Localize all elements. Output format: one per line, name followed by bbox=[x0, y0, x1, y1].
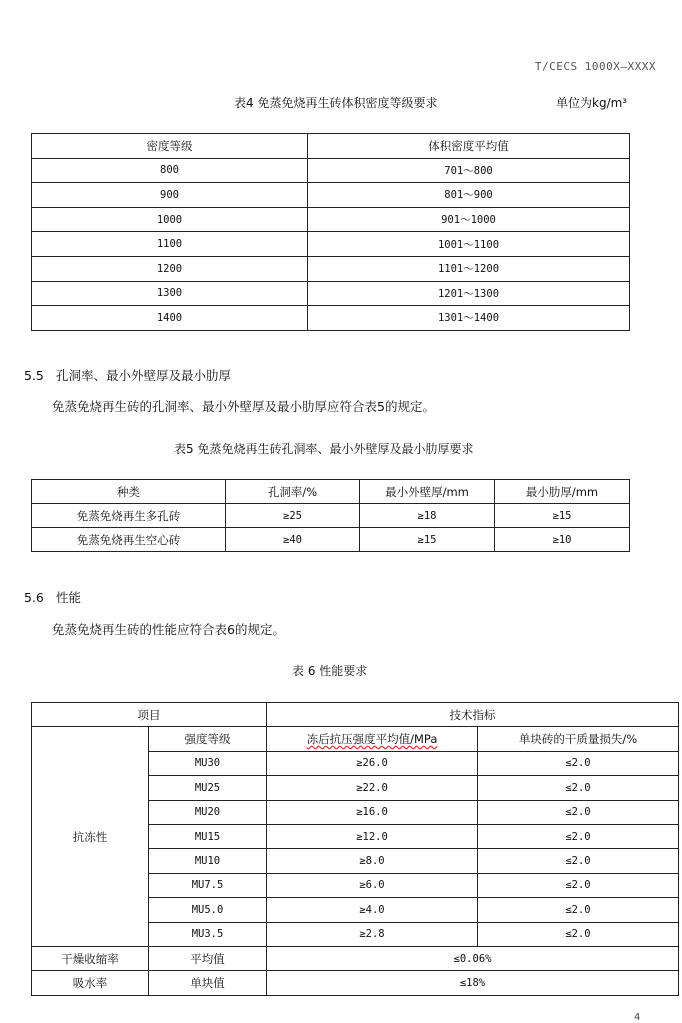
section-number: 5.6 bbox=[24, 590, 44, 605]
table-cell: 800 bbox=[32, 158, 308, 183]
column-header: 最小肋厚/mm bbox=[495, 480, 630, 504]
table-cell: ≤18% bbox=[267, 971, 679, 995]
table-cell: 1400 bbox=[32, 306, 308, 331]
table-cell: ≤2.0 bbox=[478, 922, 679, 946]
column-header: 孔洞率/% bbox=[226, 480, 360, 504]
table-cell: ≥10 bbox=[495, 528, 630, 552]
table-cell: ≤0.06% bbox=[267, 946, 679, 970]
section-5-6-paragraph: 免蒸免烧再生砖的性能应符合表6的规定。 bbox=[52, 622, 285, 637]
table-cell: ≥16.0 bbox=[267, 800, 478, 824]
strength-header-text: 冻后抗压强度平均值/MPa bbox=[306, 732, 438, 747]
water-absorption-label: 吸水率 bbox=[32, 971, 149, 995]
table-row bbox=[32, 504, 630, 528]
table-header-row bbox=[32, 134, 630, 159]
table-header-row bbox=[32, 703, 679, 727]
column-header: 最小外壁厚/mm bbox=[360, 480, 495, 504]
table-cell: ≤2.0 bbox=[478, 849, 679, 873]
table-row bbox=[32, 946, 679, 970]
section-title: 孔洞率、最小外壁厚及最小肋厚 bbox=[56, 368, 232, 383]
table-row bbox=[32, 971, 679, 995]
table-cell: MU30 bbox=[149, 751, 267, 775]
column-header: 技术指标 bbox=[267, 703, 679, 727]
table-cell: 单块值 bbox=[149, 971, 267, 995]
table-cell: ≤2.0 bbox=[478, 898, 679, 922]
table-row bbox=[32, 528, 630, 552]
document-code: T/CECS 1000X—XXXX bbox=[534, 60, 656, 73]
table-cell: ≥12.0 bbox=[267, 824, 478, 848]
table-row bbox=[32, 256, 630, 281]
table-cell: MU10 bbox=[149, 849, 267, 873]
table-cell: ≥15 bbox=[360, 528, 495, 552]
page-number: 4 bbox=[634, 1012, 641, 1023]
table-cell: 1001～1100 bbox=[308, 232, 630, 257]
table-header-row bbox=[32, 480, 630, 504]
table-row bbox=[32, 727, 679, 751]
table4-unit: 单位为kg/m³ bbox=[556, 96, 628, 110]
table-cell: MU25 bbox=[149, 776, 267, 800]
table-cell: MU7.5 bbox=[149, 873, 267, 897]
column-header: 种类 bbox=[32, 480, 226, 504]
table-cell: MU20 bbox=[149, 800, 267, 824]
table-cell: 1200 bbox=[32, 256, 308, 281]
table4-caption: 表4 免蒸免烧再生砖体积密度等级要求 bbox=[234, 96, 438, 110]
table-cell: ≥4.0 bbox=[267, 898, 478, 922]
section-title: 性能 bbox=[56, 590, 82, 605]
frost-resistance-label: 抗冻性 bbox=[32, 727, 149, 947]
table-cell: ≥18 bbox=[360, 504, 495, 528]
table-row bbox=[32, 158, 630, 183]
column-header: 单块砖的干质量损失/% bbox=[478, 727, 679, 751]
table-cell: 701～800 bbox=[308, 158, 630, 183]
table-cell: ≥22.0 bbox=[267, 776, 478, 800]
table-cell: MU3.5 bbox=[149, 922, 267, 946]
table-cell: 901～1000 bbox=[308, 207, 630, 232]
section-5-5-heading bbox=[24, 366, 231, 384]
table-cell: 1301～1400 bbox=[308, 306, 630, 331]
table-cell: ≥6.0 bbox=[267, 873, 478, 897]
table-cell: 1000 bbox=[32, 207, 308, 232]
column-header: 项目 bbox=[32, 703, 267, 727]
table-cell: ≥25 bbox=[226, 504, 360, 528]
table-cell: ≥40 bbox=[226, 528, 360, 552]
table-cell: MU5.0 bbox=[149, 898, 267, 922]
performance-table bbox=[31, 702, 679, 996]
shrinkage-label: 干燥收缩率 bbox=[32, 946, 149, 970]
table-cell: ≤2.0 bbox=[478, 800, 679, 824]
table-cell: 免蒸免烧再生空心砖 bbox=[32, 528, 226, 552]
table-cell: 1101～1200 bbox=[308, 256, 630, 281]
table-cell: 900 bbox=[32, 183, 308, 208]
table-row bbox=[32, 281, 630, 306]
column-header: 密度等级 bbox=[32, 134, 308, 159]
table-cell: ≤2.0 bbox=[478, 751, 679, 775]
column-header: 强度等级 bbox=[149, 727, 267, 751]
table-cell: MU15 bbox=[149, 824, 267, 848]
table-cell: 1300 bbox=[32, 281, 308, 306]
table-cell: ≥8.0 bbox=[267, 849, 478, 873]
table-row bbox=[32, 207, 630, 232]
table-cell: 平均值 bbox=[149, 946, 267, 970]
table-cell: ≤2.0 bbox=[478, 776, 679, 800]
table-cell: ≥15 bbox=[495, 504, 630, 528]
table-cell: ≤2.0 bbox=[478, 873, 679, 897]
section-5-6-heading bbox=[24, 588, 81, 606]
table5-caption: 表5 免蒸免烧再生砖孔洞率、最小外壁厚及最小肋厚要求 bbox=[174, 442, 474, 456]
hole-ratio-table bbox=[31, 479, 630, 552]
table-row bbox=[32, 232, 630, 257]
density-grade-table bbox=[31, 133, 630, 331]
section-number: 5.5 bbox=[24, 368, 44, 383]
section-5-5-paragraph: 免蒸免烧再生砖的孔洞率、最小外壁厚及最小肋厚应符合表5的规定。 bbox=[52, 399, 435, 414]
table-row bbox=[32, 306, 630, 331]
table-cell: 1201～1300 bbox=[308, 281, 630, 306]
table6-caption: 表 6 性能要求 bbox=[292, 664, 368, 678]
table-cell: ≤2.0 bbox=[478, 824, 679, 848]
table-cell: ≥2.8 bbox=[267, 922, 478, 946]
table-cell: 801～900 bbox=[308, 183, 630, 208]
table-cell: 1100 bbox=[32, 232, 308, 257]
table-cell: 免蒸免烧再生多孔砖 bbox=[32, 504, 226, 528]
column-header bbox=[267, 727, 478, 751]
table-cell: ≥26.0 bbox=[267, 751, 478, 775]
table-row bbox=[32, 183, 630, 208]
column-header: 体积密度平均值 bbox=[308, 134, 630, 159]
